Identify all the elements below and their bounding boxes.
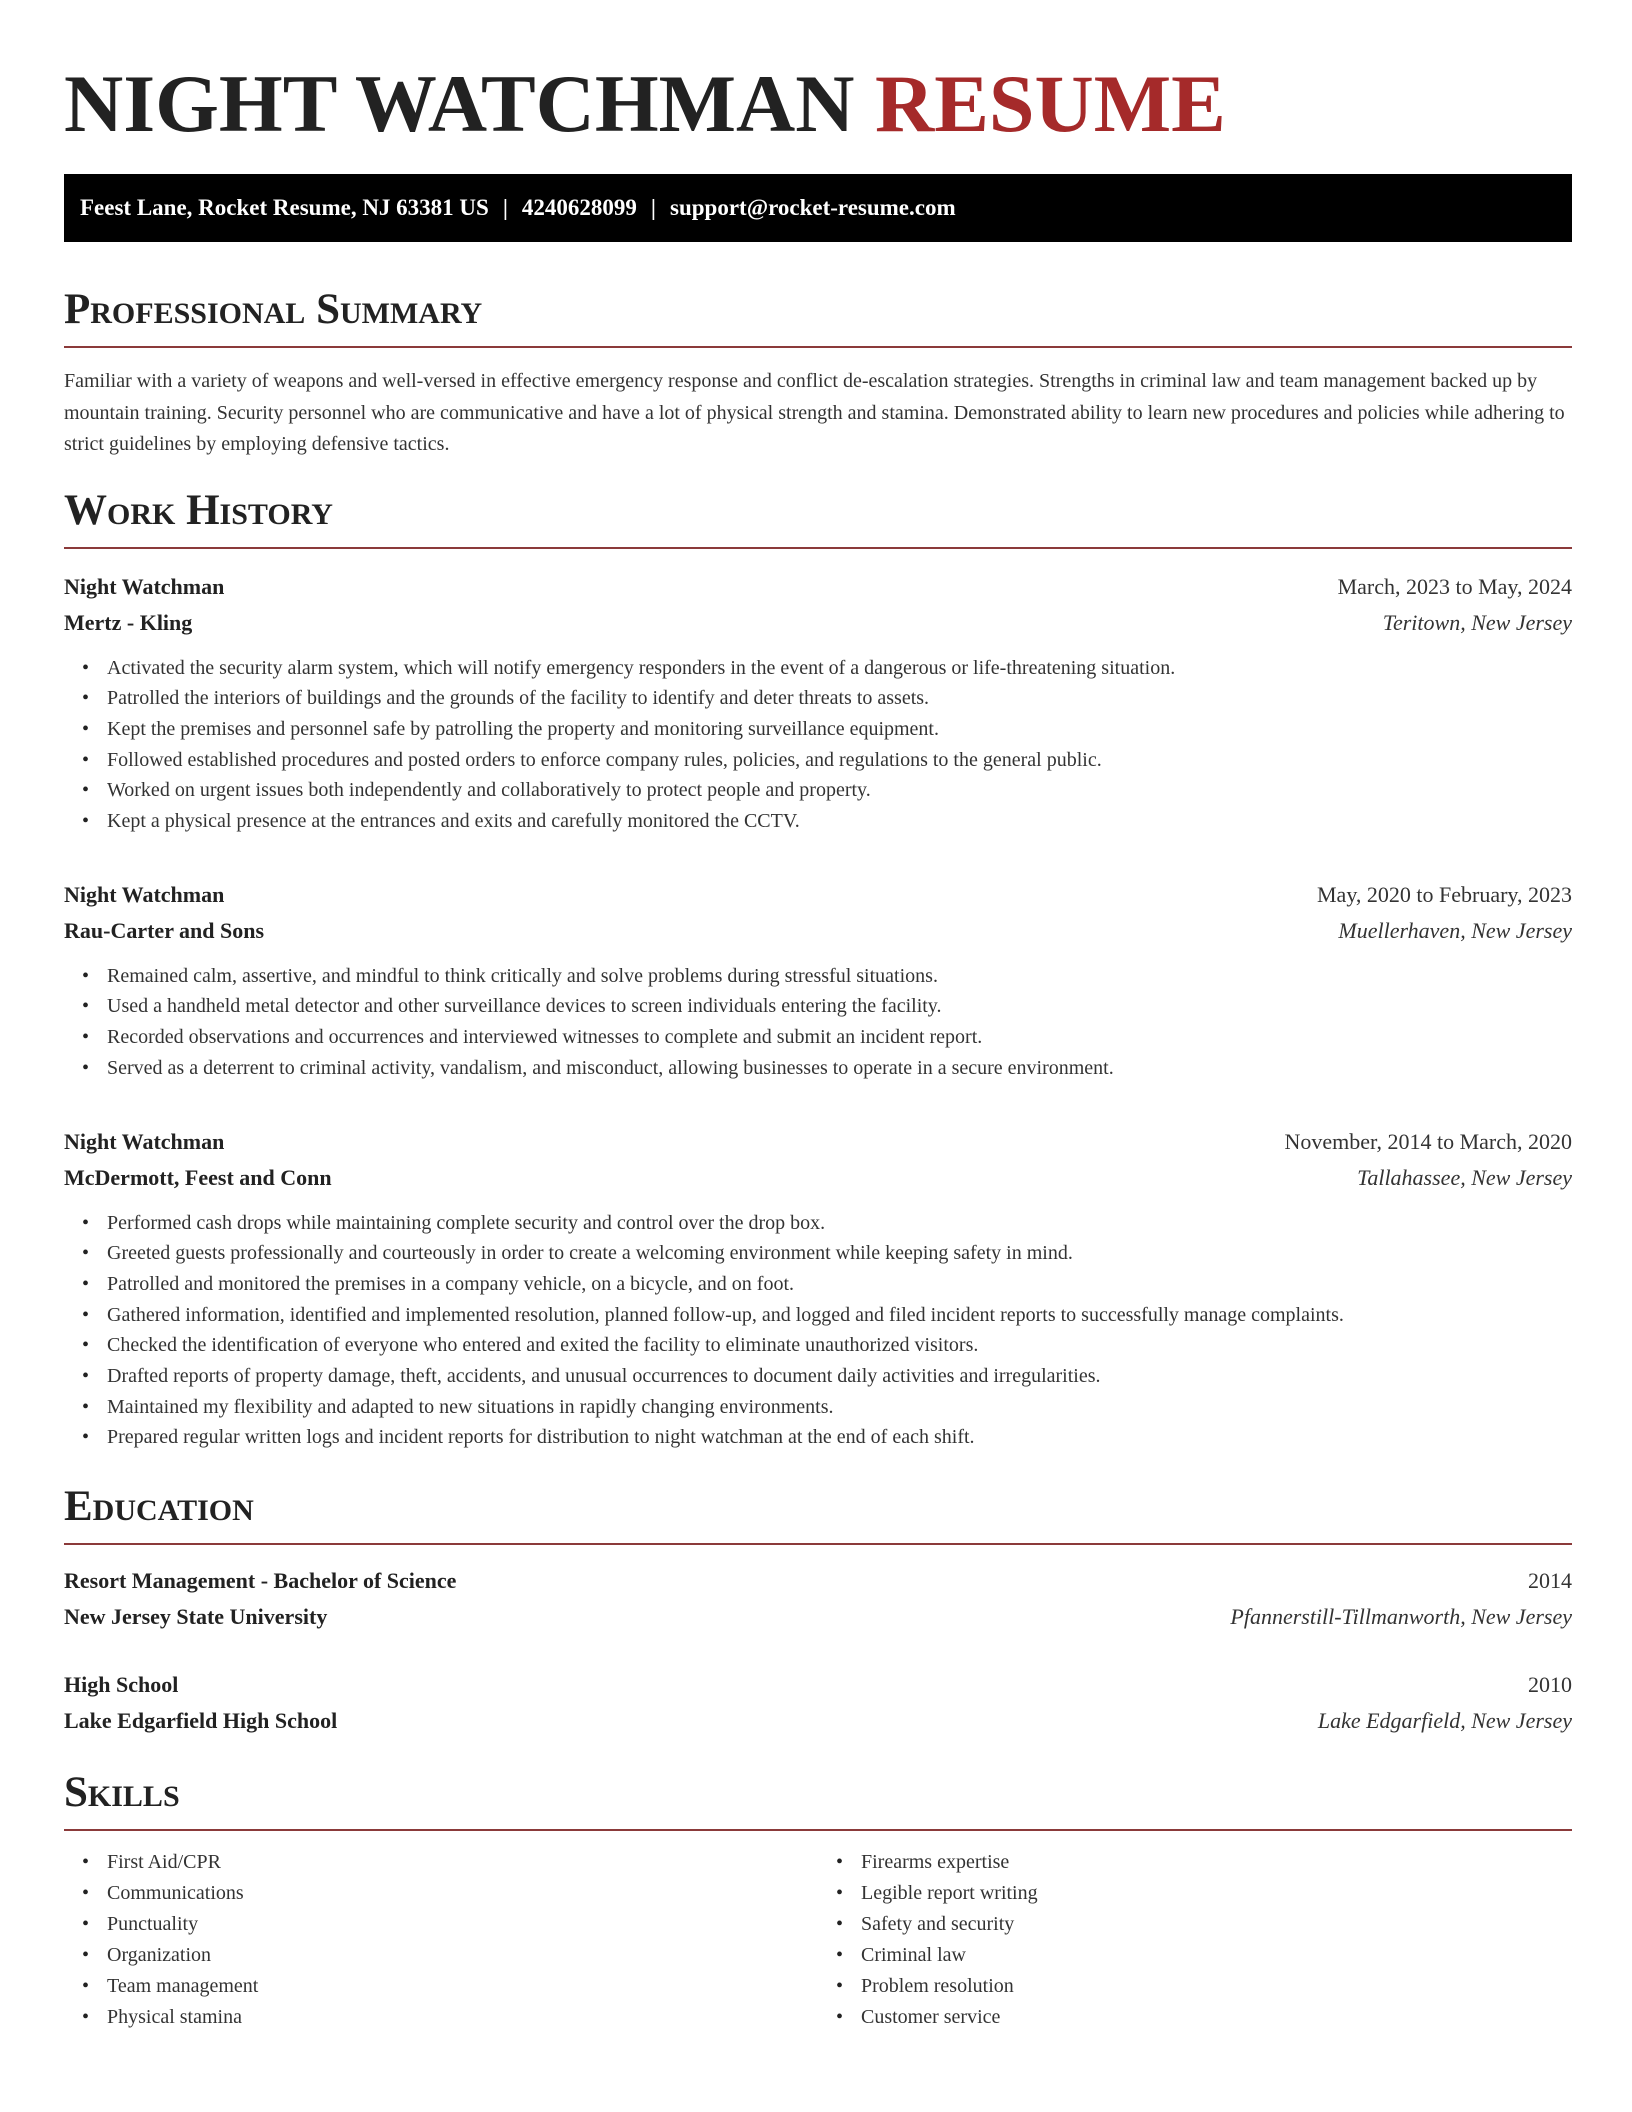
section-title-education: Education xyxy=(64,1481,1572,1545)
job-bullets xyxy=(64,653,1572,837)
job-bullet: • Performed cash drops while maintaining complete security and control over the drop box. xyxy=(107,1208,1572,1239)
education-year: 2010 xyxy=(1528,1672,1572,1698)
skill-item: • Problem resolution xyxy=(861,1971,1572,2002)
contact-email[interactable]: support@rocket-resume.com xyxy=(670,195,956,220)
job-position: Night Watchman xyxy=(64,1128,225,1154)
title-accent: RESUME xyxy=(875,58,1226,149)
job-bullet: • Remained calm, assertive, and mindful to think critically and solve problems during stressful situations. xyxy=(107,961,1572,992)
job-entry xyxy=(64,1124,1572,1454)
job-company: Rau-Carter and Sons xyxy=(64,917,265,943)
skill-item: • Team management xyxy=(107,1971,818,2002)
contact-address: Feest Lane, Rocket Resume, NJ 63381 US xyxy=(80,195,489,220)
job-location: Muellerhaven, New Jersey xyxy=(1338,917,1572,943)
skill-item: • Criminal law xyxy=(861,1940,1572,1971)
education-entry xyxy=(64,1563,1572,1635)
job-company: McDermott, Feest and Conn xyxy=(64,1164,332,1190)
contact-separator: | xyxy=(650,195,656,220)
contact-phone: 4240628099 xyxy=(521,195,637,220)
education-location: Lake Edgarfield, New Jersey xyxy=(1317,1708,1572,1734)
contact-separator: | xyxy=(502,195,508,220)
job-position: Night Watchman xyxy=(64,573,225,599)
section-title-summary: Professional Summary xyxy=(64,284,1572,348)
job-bullet: • Drafted reports of property damage, theft, accidents, and unusual occurrences to document daily activities and irregularities. xyxy=(107,1361,1572,1392)
education-degree-row xyxy=(64,1667,1572,1703)
education-school-row xyxy=(64,1703,1572,1739)
section-title-work-history: Work History xyxy=(64,485,1572,549)
job-bullet: • Recorded observations and occurrences and interviewed witnesses to complete and submit an incident report. xyxy=(107,1022,1572,1053)
job-bullets xyxy=(64,1208,1572,1454)
job-bullet: • Kept the premises and personnel safe by patrolling the property and monitoring surveillance equipment. xyxy=(107,714,1572,745)
job-position: Night Watchman xyxy=(64,881,225,907)
job-dates: November, 2014 to March, 2020 xyxy=(1284,1128,1572,1154)
education-degree-row xyxy=(64,1563,1572,1599)
job-bullet: • Worked on urgent issues both independently and collaboratively to protect people and property. xyxy=(107,775,1572,806)
job-company-row xyxy=(64,1160,1572,1196)
education-school-row xyxy=(64,1599,1572,1635)
education-degree: High School xyxy=(64,1672,179,1698)
job-header-row xyxy=(64,569,1572,605)
skill-item: • Customer service xyxy=(861,2002,1572,2033)
job-bullet: • Prepared regular written logs and incident reports for distribution to night watchman at the end of each shift. xyxy=(107,1422,1572,1453)
skill-item: • Legible report writing xyxy=(861,1878,1572,1909)
education-year: 2014 xyxy=(1528,1568,1572,1594)
job-bullets xyxy=(64,961,1572,1084)
skill-item: • Organization xyxy=(107,1940,818,1971)
resume-title xyxy=(64,58,1572,150)
skills-column-left xyxy=(64,1847,818,2033)
education-degree: Resort Management - Bachelor of Science xyxy=(64,1568,457,1594)
education-location: Pfannerstill-Tillmanworth, New Jersey xyxy=(1230,1604,1572,1630)
title-main: NIGHT WATCHMAN xyxy=(64,58,855,149)
job-location: Teritown, New Jersey xyxy=(1382,609,1572,635)
section-title-skills: Skills xyxy=(64,1767,1572,1831)
summary-text: Familiar with a variety of weapons and well-versed in effective emergency response and conflict de-escalation strategies. Strengths in criminal law and team management backed up by mountain training. Security personnel who are communicative and have a lot of physical strength and stamina. Demonstrated ability to learn new procedures and policies while adhering to strict guidelines by employing defensive tactics. xyxy=(64,370,1565,455)
job-company: Mertz - Kling xyxy=(64,609,193,635)
education-school: Lake Edgarfield High School xyxy=(64,1708,338,1734)
job-company-row xyxy=(64,913,1572,949)
job-location: Tallahassee, New Jersey xyxy=(1357,1164,1572,1190)
job-dates: March, 2023 to May, 2024 xyxy=(1337,573,1572,599)
skill-item: • First Aid/CPR xyxy=(107,1847,818,1878)
job-entry xyxy=(64,877,1572,1084)
contact-bar xyxy=(64,174,1572,242)
work-history-list xyxy=(64,569,1572,1454)
job-bullet: • Patrolled the interiors of buildings and the grounds of the facility to identify and deter threats to assets. xyxy=(107,683,1572,714)
job-bullet: • Patrolled and monitored the premises in a company vehicle, on a bicycle, and on foot. xyxy=(107,1269,1572,1300)
job-bullet: • Greeted guests professionally and courteously in order to create a welcoming environment while keeping safety in mind. xyxy=(107,1238,1572,1269)
skill-item: • Physical stamina xyxy=(107,2002,818,2033)
job-entry xyxy=(64,569,1572,837)
skills-grid xyxy=(64,1847,1572,2033)
job-bullet: • Used a handheld metal detector and other surveillance devices to screen individuals entering the facility. xyxy=(107,991,1572,1022)
skill-item: • Firearms expertise xyxy=(861,1847,1572,1878)
skill-item: • Punctuality xyxy=(107,1909,818,1940)
job-bullet: • Followed established procedures and posted orders to enforce company rules, policies, and regulations to the general public. xyxy=(107,745,1572,776)
job-bullet: • Gathered information, identified and implemented resolution, planned follow-up, and logged and filed incident reports to successfully manage complaints. xyxy=(107,1300,1572,1331)
skill-item: • Safety and security xyxy=(861,1909,1572,1940)
skill-item: • Communications xyxy=(107,1878,818,1909)
job-dates: May, 2020 to February, 2023 xyxy=(1317,881,1572,907)
job-bullet: • Maintained my flexibility and adapted to new situations in rapidly changing environments. xyxy=(107,1392,1572,1423)
job-company-row xyxy=(64,605,1572,641)
job-bullet: • Served as a deterrent to criminal activity, vandalism, and misconduct, allowing businesses to operate in a secure environment. xyxy=(107,1053,1572,1084)
resume-page xyxy=(64,0,1572,2033)
education-school: New Jersey State University xyxy=(64,1604,328,1630)
job-header-row xyxy=(64,877,1572,913)
education-entry xyxy=(64,1667,1572,1739)
job-bullet: • Checked the identification of everyone who entered and exited the facility to eliminate unauthorized visitors. xyxy=(107,1330,1572,1361)
skills-column-right xyxy=(818,1847,1572,2033)
job-bullet: • Kept a physical presence at the entrances and exits and carefully monitored the CCTV. xyxy=(107,806,1572,837)
job-bullet: • Activated the security alarm system, which will notify emergency responders in the event of a dangerous or life-threatening situation. xyxy=(107,653,1572,684)
job-header-row xyxy=(64,1124,1572,1160)
